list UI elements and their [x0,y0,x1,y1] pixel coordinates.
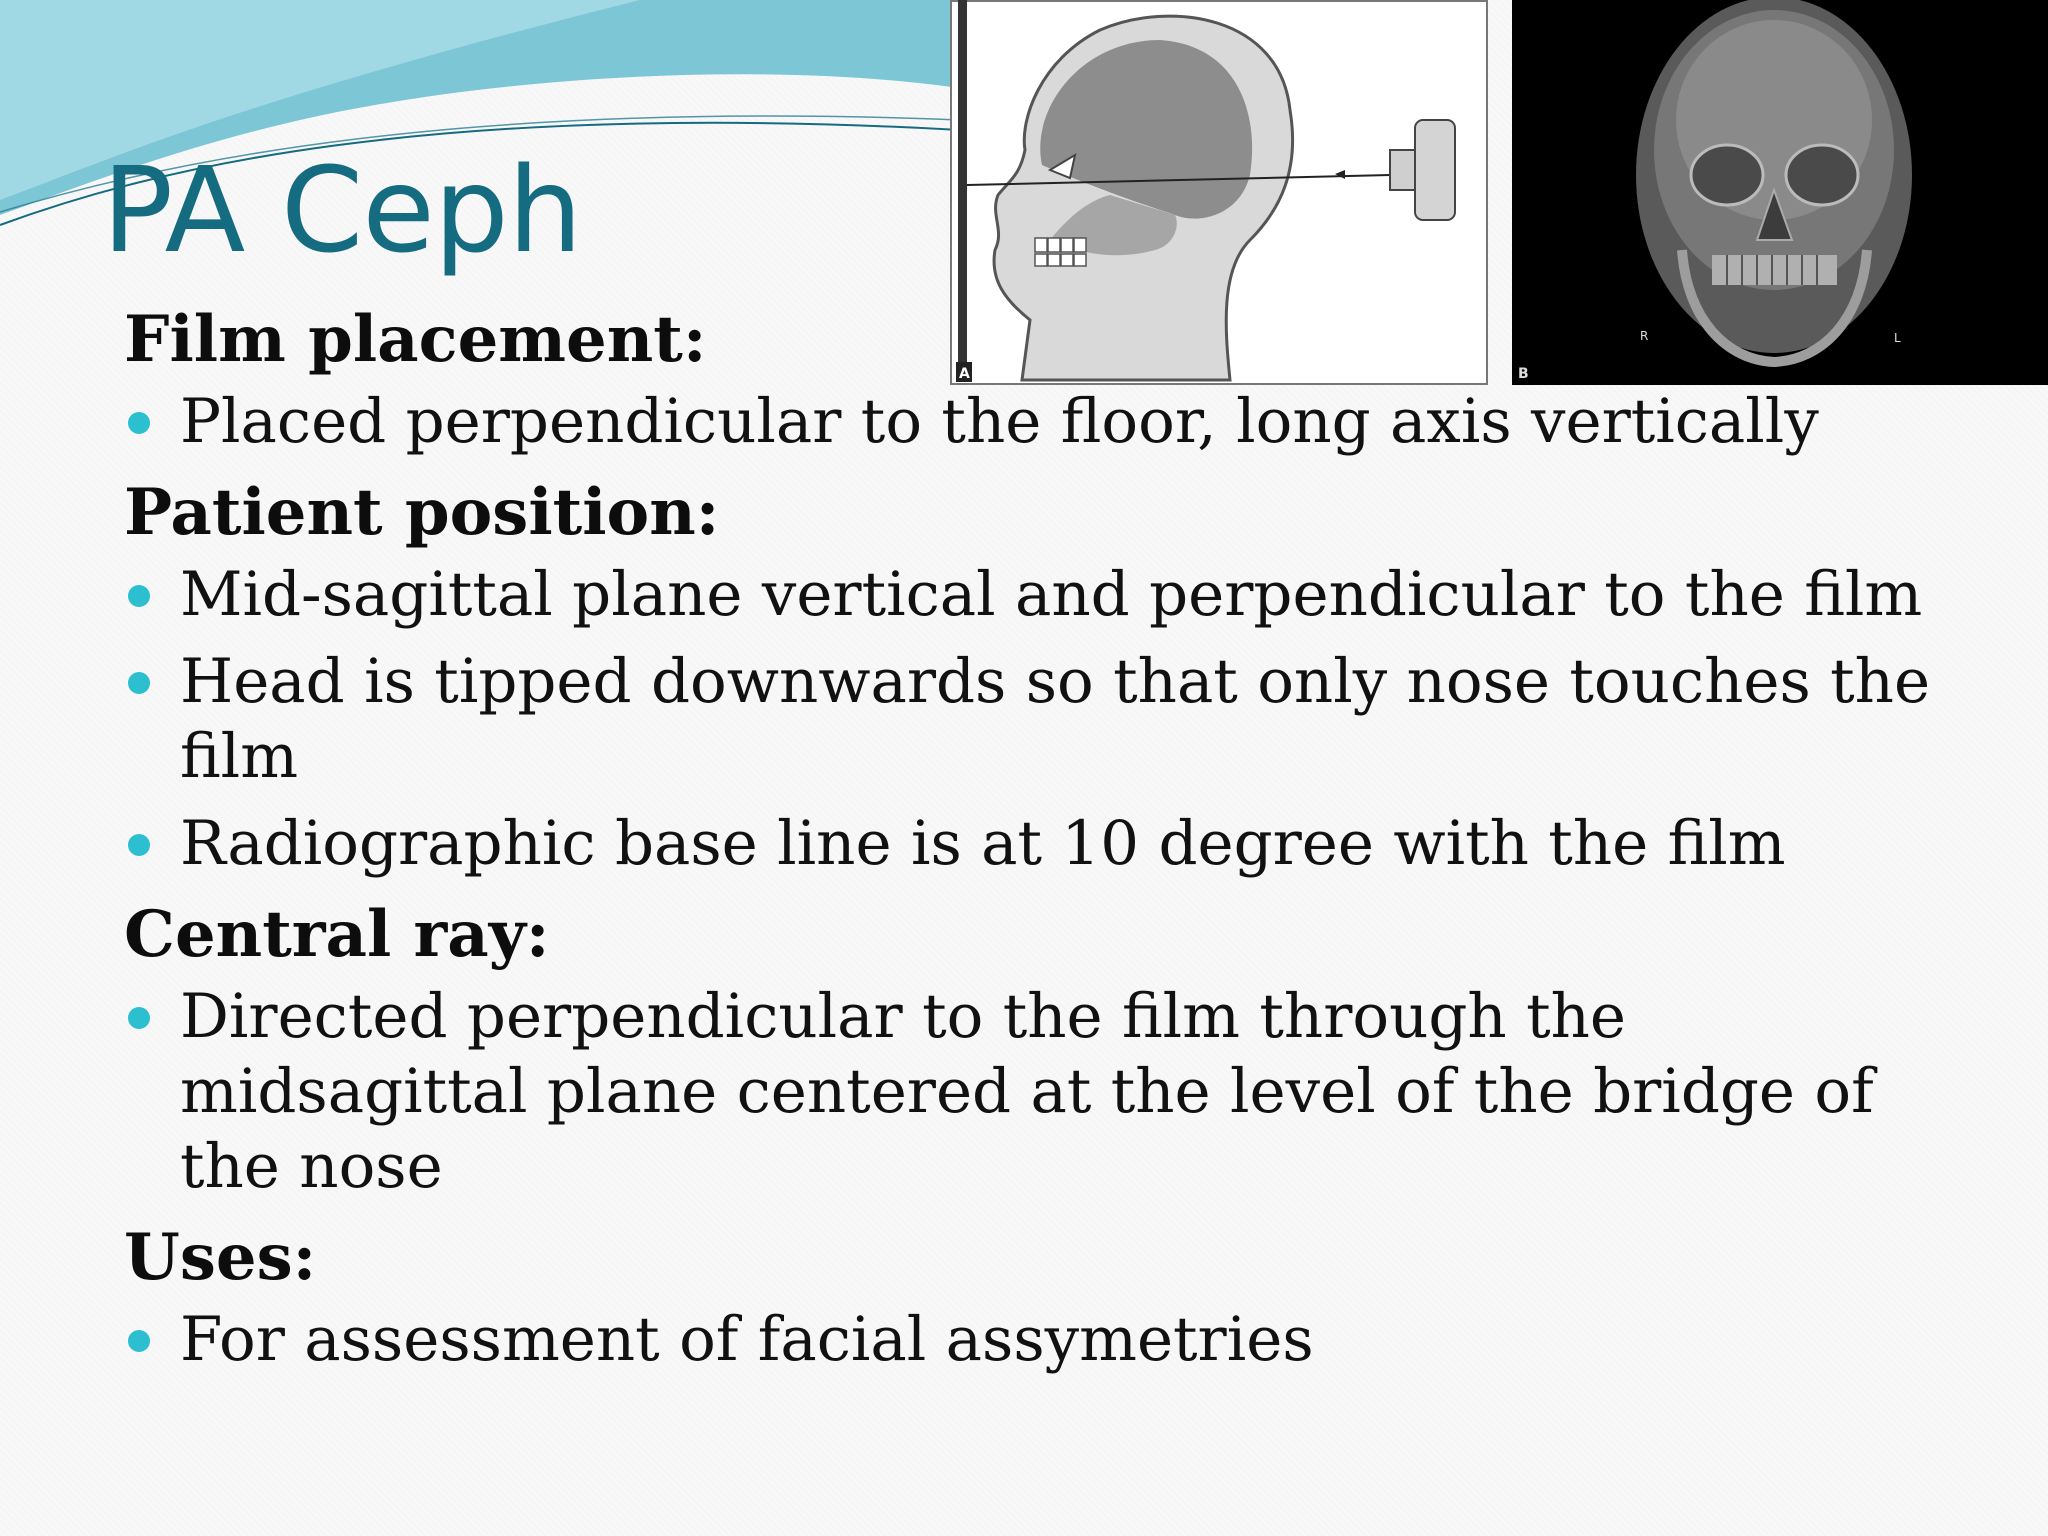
bullet-dot-icon [128,834,150,856]
list-item [124,979,1984,1204]
figure-b-left-label: L [1894,331,1901,345]
slide-title: PA Ceph [102,141,582,279]
bullet-list-uses [124,1302,1984,1377]
section-heading-film-placement: Film placement: [124,302,707,377]
bullet-dot-icon [128,412,150,434]
section-heading-uses: Uses: [124,1220,317,1295]
bullet-dot-icon [128,672,150,694]
section-heading-central-ray: Central ray: [124,897,550,972]
bullet-dot-icon [128,1007,150,1029]
section-heading-patient-position: Patient position: [124,475,720,550]
bullet-text: Head is tipped downwards so that only nose touches the film [180,646,1931,792]
list-item [124,384,1984,459]
list-item [124,806,1984,881]
bullet-text: Radiographic base line is at 10 degree with the film [180,808,1786,879]
bullet-text: Placed perpendicular to the floor, long axis vertically [180,386,1819,457]
bullet-list-patient-position [124,557,1984,881]
list-item [124,644,1984,794]
figure-b-right-label: R [1640,329,1649,343]
bullet-dot-icon [128,1330,150,1352]
list-item [124,1302,1984,1377]
list-item [124,557,1984,632]
bullet-list-film-placement [124,384,1984,459]
bullet-text: Mid-sagittal plane vertical and perpendicular to the film [180,559,1923,630]
bullet-dot-icon [128,585,150,607]
figure-a-label: A [959,366,970,382]
slide-content [124,300,1984,1377]
bullet-text: Directed perpendicular to the film through the midsagittal plane centered at the level of the bridge of the nose [180,981,1874,1202]
bullet-text: For assessment of facial assymetries [180,1304,1314,1375]
figure-b-label: B [1518,366,1529,382]
bullet-list-central-ray [124,979,1984,1204]
